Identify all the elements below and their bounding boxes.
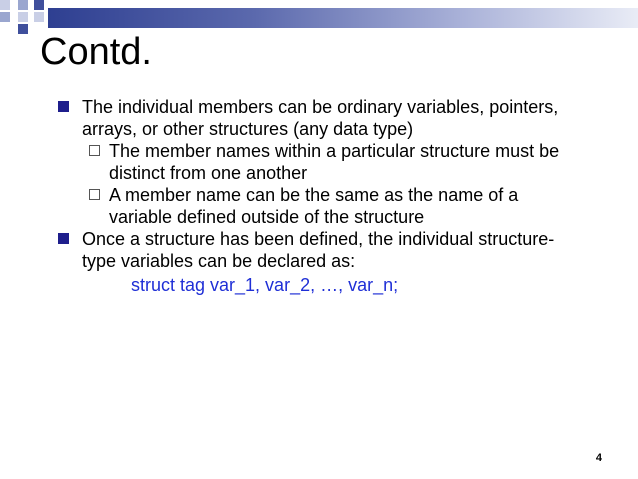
decor-square — [0, 0, 10, 10]
bullet-text: Once a structure has been defined, the individual structure-type variables can be declared as: — [82, 229, 555, 271]
sub-bullet-item — [0, 184, 579, 228]
decor-square — [18, 0, 28, 10]
bullet-item — [0, 96, 572, 140]
hollow-square-bullet-icon — [89, 145, 100, 156]
slide-body — [0, 96, 638, 296]
sub-bullet-text: The member names within a particular structure must be distinct from one another — [109, 141, 560, 183]
sub-bullet-text: A member name can be the same as the name of a variable defined outside of the structure — [109, 185, 519, 227]
code-line: struct tag var_1, var_2, …, var_n; — [131, 275, 399, 295]
decor-square — [18, 12, 28, 22]
slide-title: Contd. — [40, 31, 152, 73]
decor-square — [34, 12, 44, 22]
header-gradient-bar — [48, 8, 638, 28]
square-bullet-icon — [58, 233, 69, 244]
bullet-text: The individual members can be ordinary variables, pointers, arrays, or other structures (any data type) — [82, 97, 559, 139]
square-bullet-icon — [58, 101, 69, 112]
sub-bullet-item — [0, 140, 579, 184]
decor-square — [18, 24, 28, 34]
decor-square — [34, 0, 44, 10]
bullet-item — [0, 228, 572, 272]
hollow-square-bullet-icon — [89, 189, 100, 200]
decor-square — [0, 12, 10, 22]
page-number: 4 — [595, 452, 602, 464]
